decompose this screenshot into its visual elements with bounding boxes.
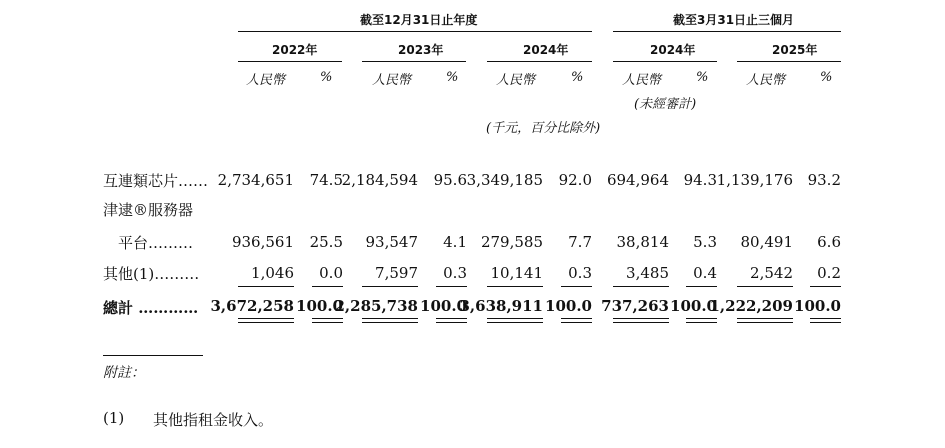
total-double-rule (362, 318, 418, 323)
footnote-title: 附註： (103, 365, 145, 381)
subtotal-rule (238, 286, 294, 287)
total-double-rule (561, 318, 592, 323)
percent-header: % (320, 70, 333, 85)
group-header-three-months: 截至3月31日止三個月 (673, 13, 795, 27)
cell-2024q1-amount: 694,964 (606, 171, 669, 189)
cell-2024-percent: 7.7 (568, 233, 592, 251)
cell-2025q1-amount: 1,139,176 (716, 171, 793, 189)
currency-header: 人民幣 (622, 73, 662, 88)
cell-2022-amount: 936,561 (231, 233, 294, 251)
year-header-2023: 2023年 (398, 43, 444, 57)
cell-2022-percent: 0.0 (319, 264, 343, 282)
total-2024q1-percent: 100.0 (670, 297, 717, 315)
row-label-interconnect-chips: 互連類芯片…… (103, 172, 209, 190)
group-rule-fy (238, 31, 592, 32)
total-2024-percent: 100.0 (545, 297, 592, 315)
year-rule-2022 (238, 61, 342, 62)
cell-2023-amount: 7,597 (375, 264, 418, 282)
cell-2024q1-amount: 38,814 (616, 233, 669, 251)
percent-header: % (446, 70, 459, 85)
unaudited-note: (未經審計) (634, 97, 697, 112)
footnote-marker: (1) (103, 409, 125, 427)
year-header-2024-q1: 2024年 (650, 43, 696, 57)
total-double-rule (737, 318, 793, 323)
row-label-total: 總計 ………… (103, 299, 199, 317)
cell-2022-amount: 1,046 (251, 264, 294, 282)
year-rule-2024-q1 (613, 61, 717, 62)
row-label-server-platform: 平台……… (118, 234, 194, 252)
percent-header: % (696, 70, 709, 85)
currency-header: 人民幣 (746, 73, 786, 88)
subtotal-rule (362, 286, 418, 287)
year-rule-2023 (362, 61, 466, 62)
cell-2025q1-percent: 93.2 (807, 171, 841, 189)
total-2025q1-amount: 1,222,209 (709, 297, 793, 315)
total-double-rule (238, 318, 294, 323)
footnote-separator (103, 355, 203, 356)
subtotal-rule (312, 286, 343, 287)
cell-2022-percent: 25.5 (309, 233, 343, 251)
subtotal-rule (436, 286, 467, 287)
cell-2024q1-amount: 3,485 (626, 264, 669, 282)
subtotal-rule (561, 286, 592, 287)
cell-2025q1-amount: 2,542 (750, 264, 793, 282)
total-2024q1-amount: 737,263 (601, 297, 669, 315)
cell-2024q1-percent: 94.3 (683, 171, 717, 189)
cell-2024-percent: 0.3 (568, 264, 592, 282)
cell-2024-amount: 3,349,185 (466, 171, 543, 189)
year-rule-2024 (487, 61, 592, 62)
subtotal-rule (613, 286, 669, 287)
subtotal-rule (810, 286, 841, 287)
year-header-2025-q1: 2025年 (772, 43, 818, 57)
total-2022-amount: 3,672,258 (210, 297, 294, 315)
subtotal-rule (686, 286, 717, 287)
cell-2024-percent: 92.0 (558, 171, 592, 189)
total-2025q1-percent: 100.0 (794, 297, 841, 315)
cell-2023-percent: 95.6 (433, 171, 467, 189)
group-header-fiscal-year: 截至12月31日止年度 (360, 13, 478, 27)
footnote-text: 其他指租金收入。 (153, 411, 274, 429)
percent-header: % (571, 70, 584, 85)
total-double-rule (686, 318, 717, 323)
unit-note: (千元，百分比除外) (486, 121, 601, 136)
cell-2025q1-amount: 80,491 (740, 233, 793, 251)
total-2024-amount: 3,638,911 (459, 297, 543, 315)
cell-2024q1-percent: 0.4 (693, 264, 717, 282)
year-rule-2025-q1 (737, 61, 841, 62)
cell-2023-amount: 2,184,594 (341, 171, 418, 189)
currency-header: 人民幣 (496, 73, 536, 88)
subtotal-rule (737, 286, 793, 287)
total-double-rule (810, 318, 841, 323)
cell-2023-amount: 93,547 (365, 233, 418, 251)
percent-header: % (820, 70, 833, 85)
total-double-rule (436, 318, 467, 323)
total-double-rule (613, 318, 669, 323)
currency-header: 人民幣 (246, 73, 286, 88)
total-2022-percent: 100.0 (296, 297, 343, 315)
subtotal-rule (487, 286, 543, 287)
cell-2023-percent: 4.1 (443, 233, 467, 251)
year-header-2024: 2024年 (523, 43, 569, 57)
cell-2025q1-percent: 0.2 (817, 264, 841, 282)
total-2023-amount: 2,285,738 (334, 297, 418, 315)
cell-2023-percent: 0.3 (443, 264, 467, 282)
cell-2025q1-percent: 6.6 (817, 233, 841, 251)
cell-2022-amount: 2,734,651 (217, 171, 294, 189)
group-rule-q1 (613, 31, 841, 32)
cell-2022-percent: 74.5 (309, 171, 343, 189)
row-label-others: 其他(1)……… (103, 265, 200, 283)
total-double-rule (312, 318, 343, 323)
cell-2024-amount: 279,585 (480, 233, 543, 251)
currency-header: 人民幣 (372, 73, 412, 88)
cell-2024-amount: 10,141 (490, 264, 543, 282)
total-2023-percent: 100.0 (420, 297, 467, 315)
cell-2024q1-percent: 5.3 (693, 233, 717, 251)
row-label-server-platform-line1: 津逮®服務器 (103, 201, 194, 219)
total-double-rule (487, 318, 543, 323)
year-header-2022: 2022年 (272, 43, 318, 57)
